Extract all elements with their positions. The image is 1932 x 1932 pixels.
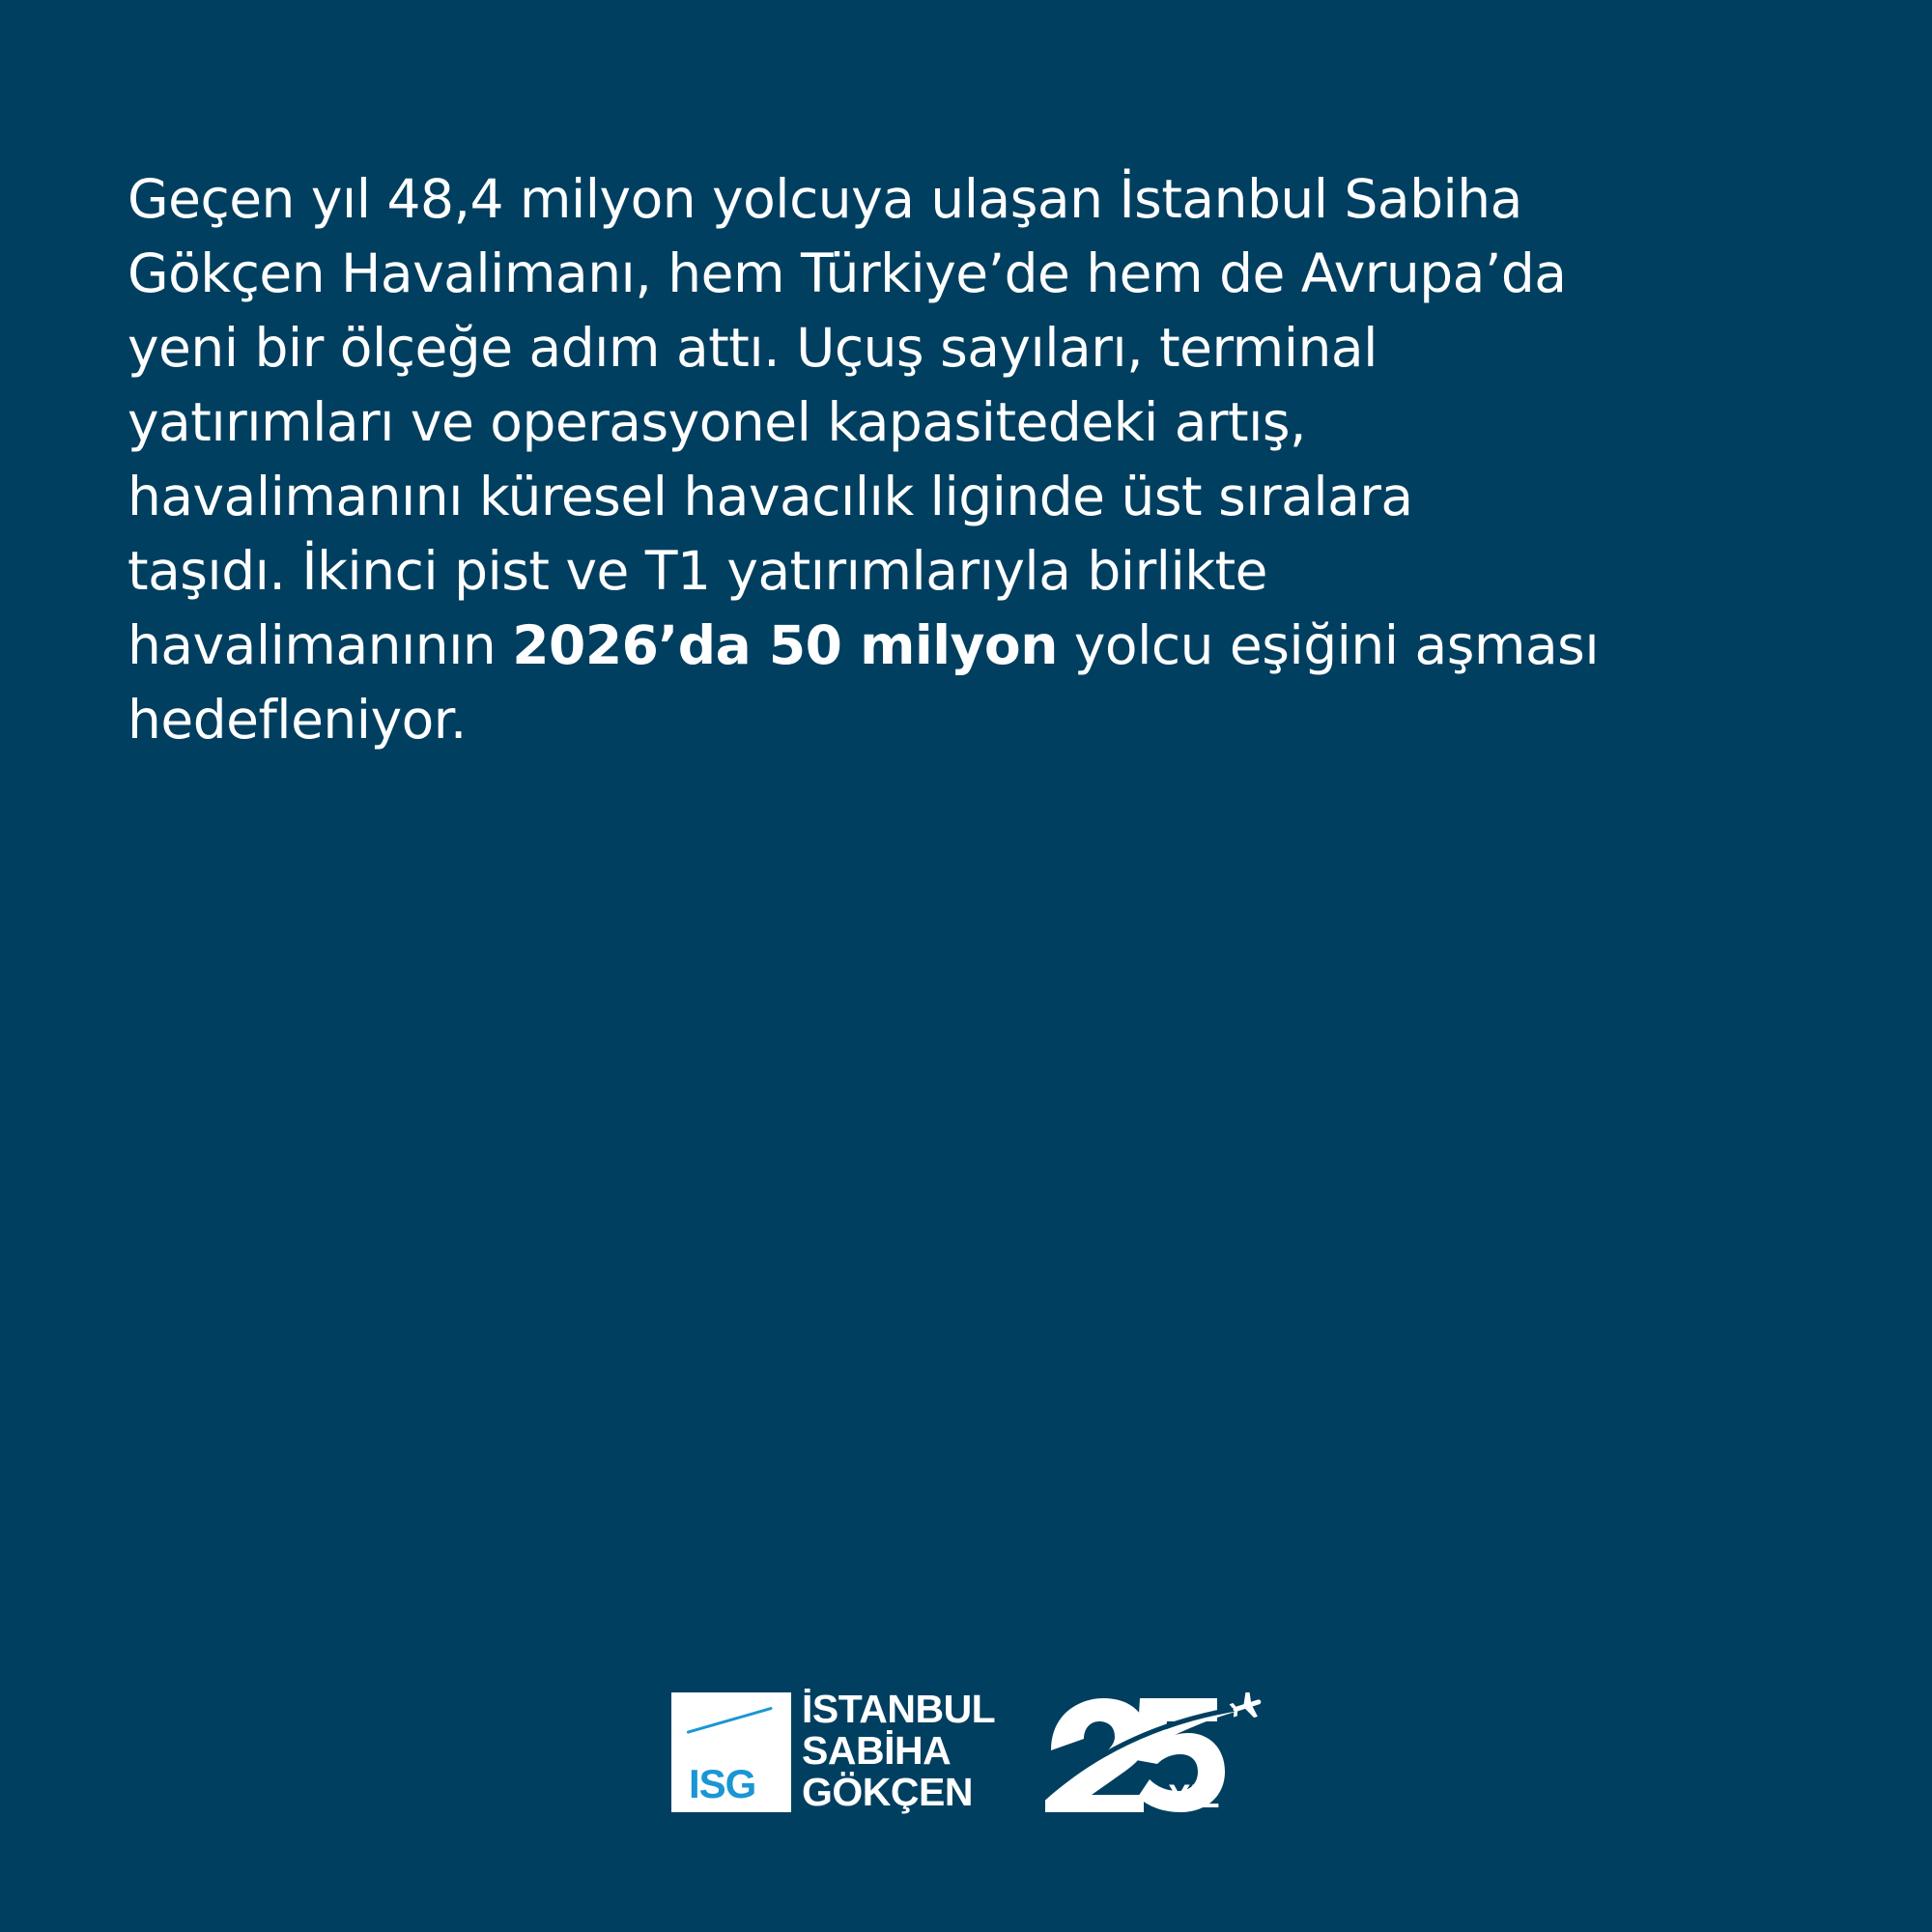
- highlight-target: 2026’da 50 milyon: [512, 614, 1058, 676]
- wordmark-line-1: İSTANBUL: [802, 1687, 996, 1731]
- anniversary-badge: [1043, 1692, 1275, 1814]
- isg-abbreviation: ISG: [689, 1761, 756, 1806]
- text-line-7-post: yolcu eşiğini aşması: [1057, 614, 1600, 676]
- anniversary-suffix: .YIL: [1159, 1778, 1220, 1815]
- text-line-6: taşıdı. İkinci pist ve T1 yatırımlarıyla birlikte: [128, 540, 1267, 602]
- wordmark-line-3: GÖKÇEN: [802, 1770, 973, 1814]
- text-line-3: yeni bir ölçeğe adım attı. Uçuş sayıları, terminal: [128, 317, 1378, 379]
- text-line-5: havalimanını küresel havacılık liginde üst sıralara: [128, 466, 1413, 527]
- text-line-2: Gökçen Havalimanı, hem Türkiye’de hem de Avrupa’da: [128, 242, 1567, 304]
- isg-logo: [671, 1687, 1270, 1815]
- text-line-8: hedefleniyor.: [128, 689, 467, 751]
- text-line-7-pre: havalimanının: [128, 614, 513, 676]
- post-body-text: [128, 162, 1847, 757]
- wordmark-line-2: SABİHA: [802, 1728, 952, 1773]
- text-line-4: yatırımları ve operasyonel kapasitedeki artış,: [128, 391, 1307, 453]
- airplane-icon: [1227, 1692, 1264, 1723]
- text-line-1: Geçen yıl 48,4 milyon yolcuya ulaşan İstanbul Sabiha: [128, 168, 1522, 230]
- text-line-7: [128, 609, 1847, 683]
- runway-swoosh-icon: [687, 1707, 773, 1734]
- isg-wordmark: [802, 1689, 995, 1813]
- isg-logo-box: [671, 1692, 791, 1812]
